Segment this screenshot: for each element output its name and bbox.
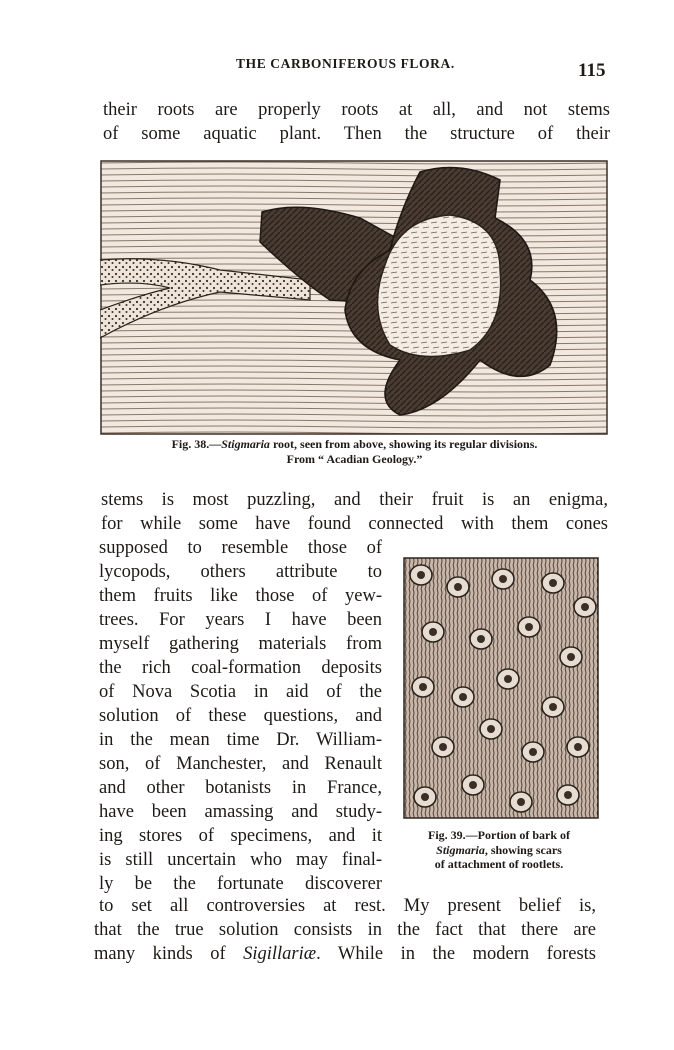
figure-39-caption-label: Fig. 39.— — [428, 828, 478, 842]
text-line: them fruits like those of yew- — [99, 586, 382, 606]
text-line: their roots are properly roots at all, and not stems — [103, 100, 610, 120]
figure-39-caption-italic: Stigmaria — [436, 843, 485, 857]
text-segment: many kinds of — [94, 944, 244, 964]
bark-scar-center — [499, 575, 507, 583]
figure-39-bark-illustration — [403, 557, 599, 819]
text-line: supposed to resemble those of — [99, 538, 382, 558]
bark-scar-center — [459, 693, 467, 701]
running-title: THE CARBONIFEROUS FLORA. — [236, 56, 455, 71]
text-line: of some aquatic plant. Then the structure of their — [103, 124, 610, 144]
bark-scar-center — [567, 653, 575, 661]
figure-38-caption — [101, 437, 608, 451]
text-line: in the mean time Dr. William- — [99, 730, 382, 750]
figure-38-caption-label: Fig. 38.— — [171, 437, 222, 451]
figure-38-caption-line2: From “ Acadian Geology.” — [286, 452, 423, 466]
text-line: trees. For years I have been — [99, 610, 382, 630]
text-line: of Nova Scotia in aid of the — [99, 682, 382, 702]
text-line: son, of Manchester, and Renault — [99, 754, 382, 774]
italic-term: Sigillariæ — [243, 944, 317, 964]
figure-39-caption-line2-rest: , showing scars — [484, 843, 562, 857]
figure-39-caption-rest: Portion of bark of — [477, 828, 570, 842]
figure-38-caption-rest: root, seen from above, showing its regular divisions. — [269, 437, 538, 451]
bark-scar-center — [477, 635, 485, 643]
text-line: myself gathering materials from — [99, 634, 382, 654]
text-line: ing stores of specimens, and it — [99, 826, 382, 846]
bark-scar-center — [517, 798, 525, 806]
bark-scar-center — [574, 743, 582, 751]
figure-38-stigmaria-root-illustration — [100, 160, 608, 435]
bark-scar-center — [525, 623, 533, 631]
bark-scar-center — [429, 628, 437, 636]
text-line: to set all controversies at rest. My present belief is, — [99, 896, 596, 916]
bark-scar-center — [549, 579, 557, 587]
bark-scar-center — [439, 743, 447, 751]
figure-39-caption — [401, 828, 597, 842]
text-line: solution of these questions, and — [99, 706, 382, 726]
bark-scar-center — [454, 583, 462, 591]
page-number: 115 — [578, 60, 606, 81]
text-line: lycopods, others attribute to — [99, 562, 382, 582]
text-line: stems is most puzzling, and their fruit is an enigma, — [101, 490, 608, 510]
text-line: that the true solution consists in the fact that there are — [94, 920, 596, 940]
text-line: the rich coal-formation deposits — [99, 658, 382, 678]
text-segment: . While in the modern forests — [316, 944, 596, 964]
bark-scar-center — [504, 675, 512, 683]
bark-scar-center — [417, 571, 425, 579]
text-line: and other botanists in France, — [99, 778, 382, 798]
figure-39-caption-line2 — [401, 843, 597, 857]
bark-scar-center — [549, 703, 557, 711]
bark-scar-center — [581, 603, 589, 611]
bark-scar-center — [421, 793, 429, 801]
text-line: is still uncertain who may final- — [99, 850, 382, 870]
bark-scar-center — [564, 791, 572, 799]
bark-scar-center — [487, 725, 495, 733]
figure-38-caption-italic: Stigmaria — [221, 437, 270, 451]
bark-scar-center — [529, 748, 537, 756]
text-line: have been amassing and study- — [99, 802, 382, 822]
text-line — [94, 942, 596, 966]
text-line: ly be the fortunate discoverer — [99, 874, 382, 894]
text-line: for while some have found connected with them cones — [101, 514, 608, 534]
figure-39-caption-line3: of attachment of rootlets. — [434, 857, 564, 871]
bark-scar-center — [469, 781, 477, 789]
bark-scar-center — [419, 683, 427, 691]
